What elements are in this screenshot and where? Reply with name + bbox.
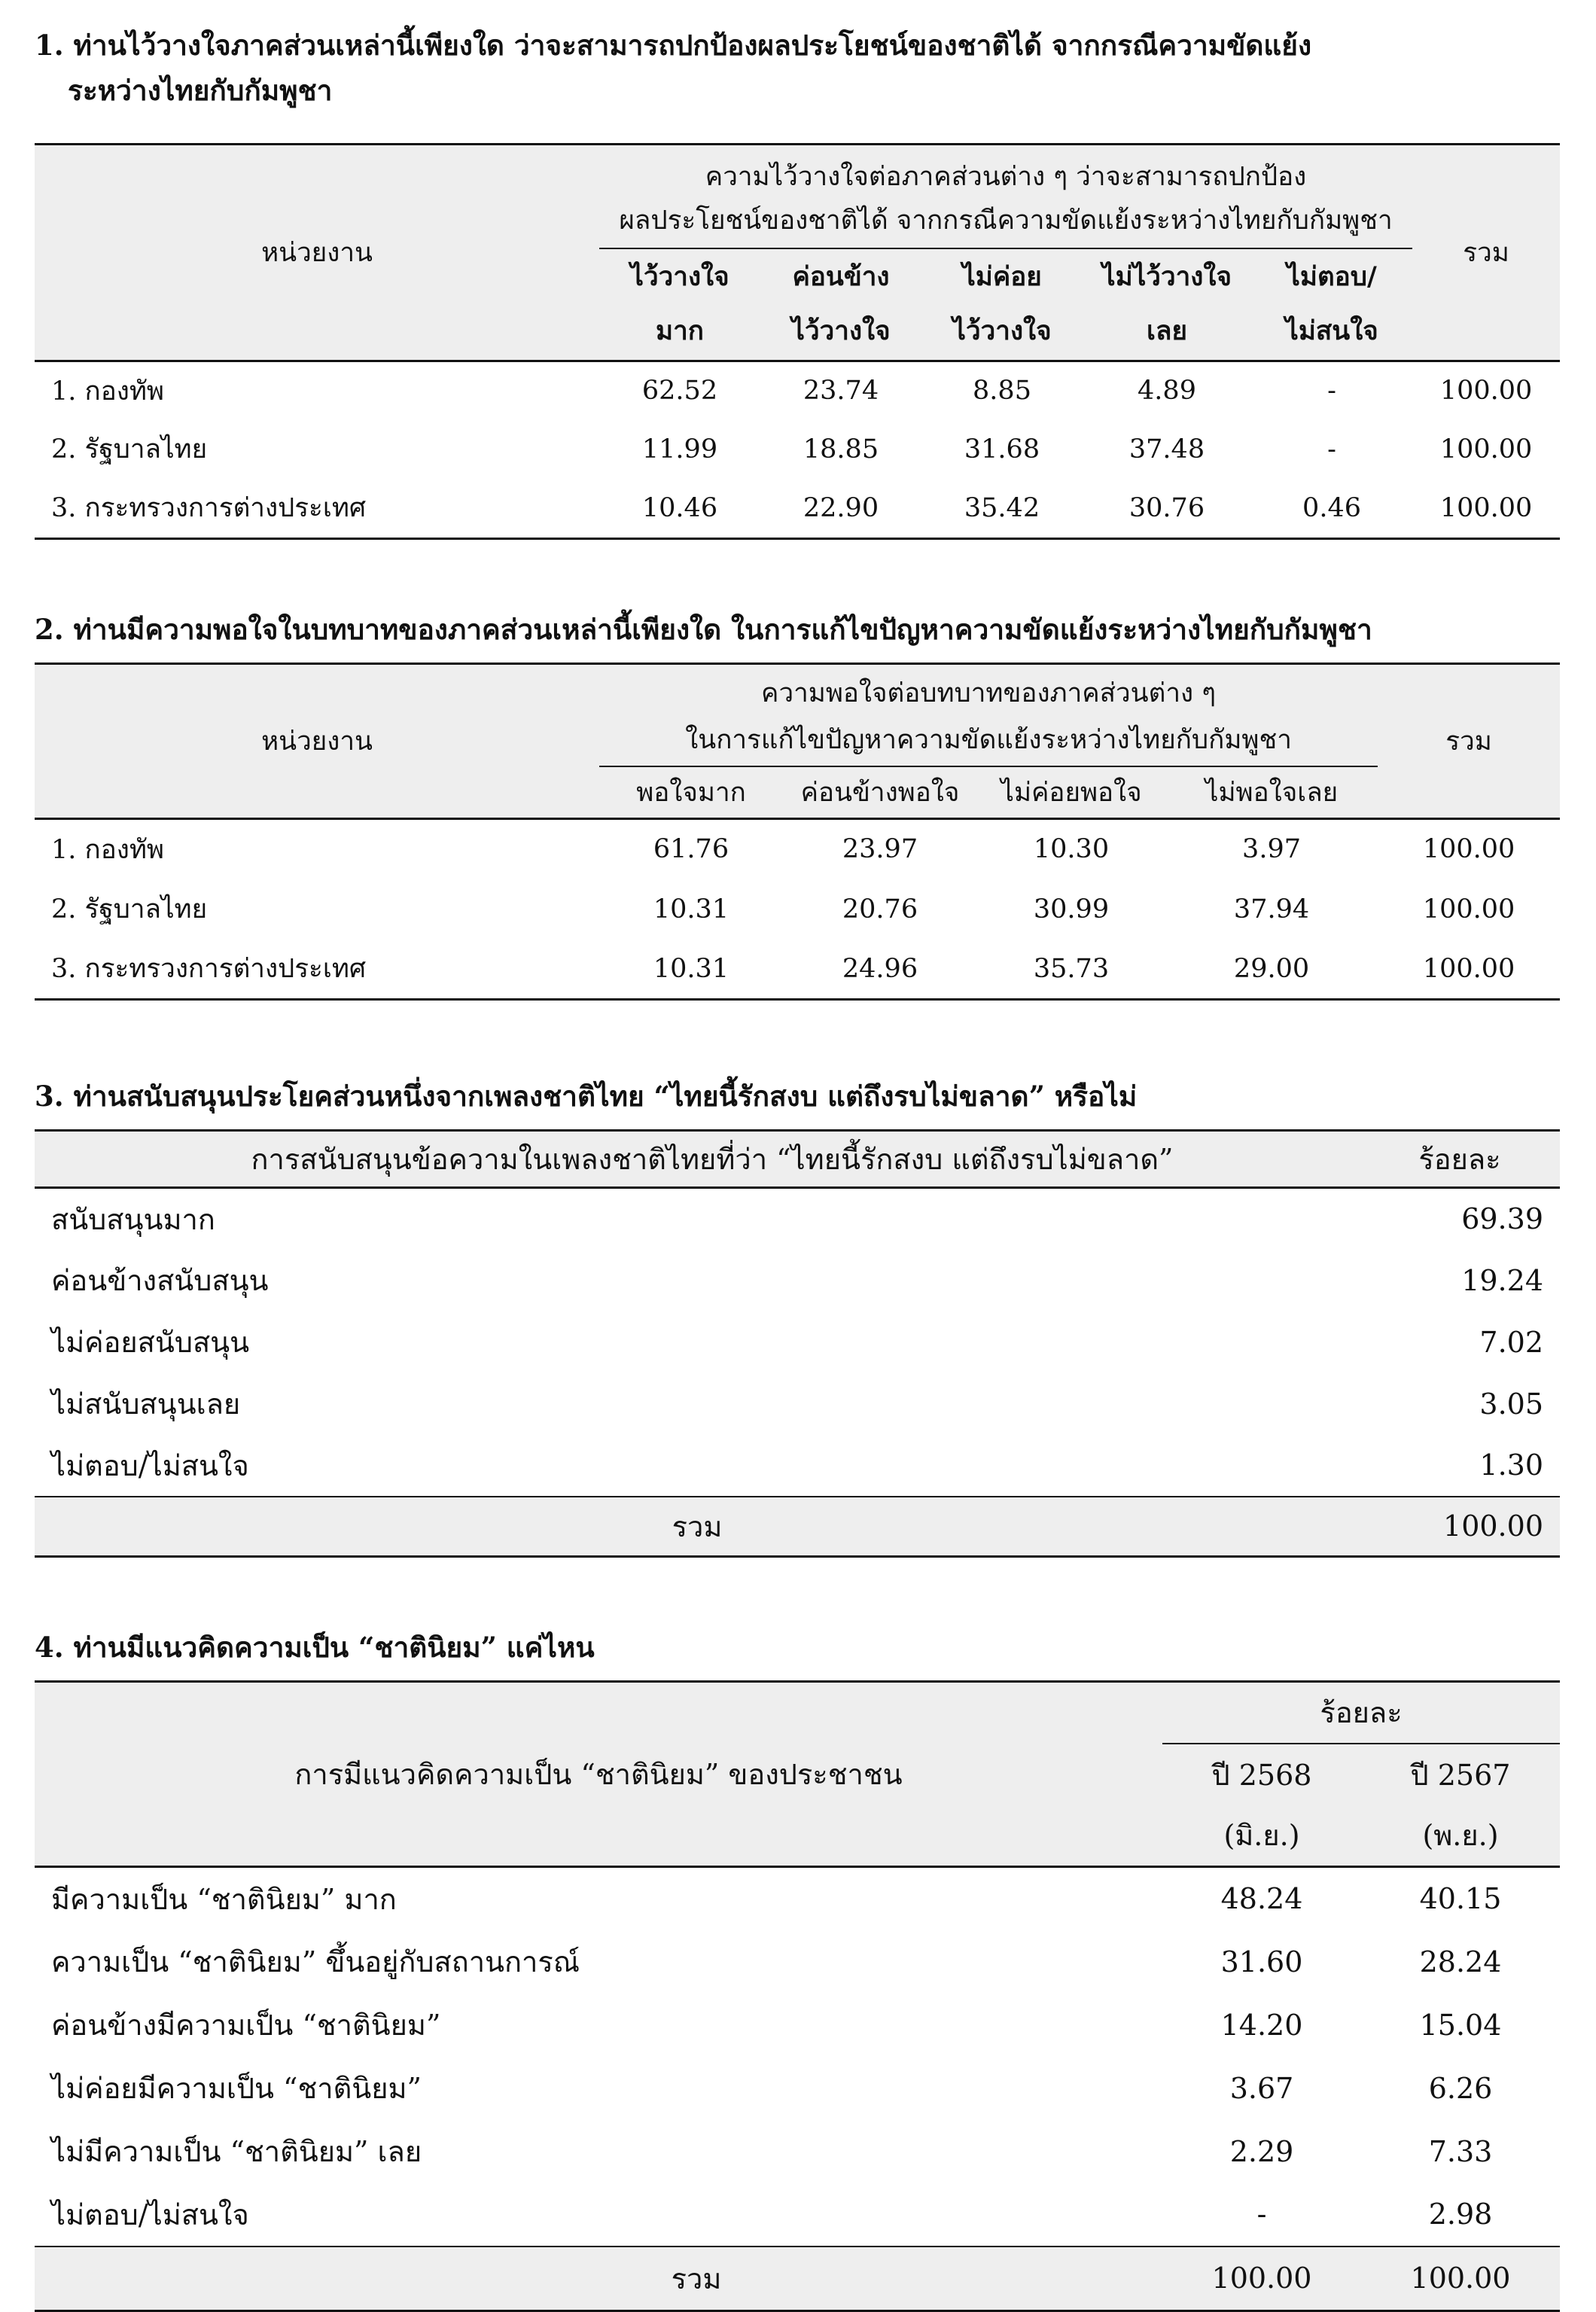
q1-col-2-l1: ค่อนข้าง xyxy=(792,261,890,293)
table-row xyxy=(35,819,1560,879)
list-item xyxy=(35,1435,1560,1497)
q1-col-2-l2: ไว้วางใจ xyxy=(791,315,891,347)
q3-row-3-value: 7.02 xyxy=(1479,1325,1543,1359)
q4-row-6-label: ไม่ตอบ/ไม่สนใจ xyxy=(51,2198,249,2231)
q2-row-1-v4: 3.97 xyxy=(1242,834,1301,865)
q4-row-5-label: ไม่มีความเป็น “ชาตินิยม” เลย xyxy=(51,2135,422,2168)
q2-table xyxy=(35,663,1560,1001)
q1-row-1-v4: 4.89 xyxy=(1138,376,1196,407)
q4-row-3-2568: 14.20 xyxy=(1220,2008,1303,2042)
list-item xyxy=(35,1188,1560,1250)
q1-row-2-label: 2. รัฐบาลไทย xyxy=(51,434,208,465)
table-row xyxy=(35,879,1560,940)
q1-col-1 xyxy=(599,248,760,361)
q4-row-3-2567: 15.04 xyxy=(1419,2008,1502,2042)
q4-header-percent: ร้อยละ xyxy=(1162,1682,1560,1744)
q4-row-4-2567: 6.26 xyxy=(1428,2071,1493,2105)
q4-row-6-2568: - xyxy=(1256,2198,1267,2231)
q1-row-1-label: 1. กองทัพ xyxy=(51,376,164,407)
q2-title: 2. ท่านมีความพอใจในบทบาทของภาคส่วนเหล่านี้เพียงใด ในการแก้ไขปัญหาความขัดแย้งระหว่างไทยกับกัมพูชา xyxy=(35,613,1372,646)
q2-row-1-v2: 23.97 xyxy=(842,834,918,865)
q1-row-1-v2: 23.74 xyxy=(803,376,879,407)
q1-col-5-l2: ไม่สนใจ xyxy=(1285,315,1378,347)
q4-col-2567-month: (พ.ย.) xyxy=(1361,1805,1560,1867)
q2-header-group-line2: ในการแก้ไขปัญหาความขัดแย้งระหว่างไทยกับกัมพูชา xyxy=(599,714,1378,766)
q2-row-1-label: 1. กองทัพ xyxy=(51,834,164,865)
q1-header-group-line2: ผลประโยชน์ของชาติได้ จากกรณีความขัดแย้งระหว่างไทยกับกัมพูชา xyxy=(619,205,1393,236)
q1-col-4 xyxy=(1083,248,1251,361)
q4-row-4-label: ไม่ค่อยมีความเป็น “ชาตินิยม” xyxy=(51,2072,422,2105)
q1-row-2-v5: - xyxy=(1327,434,1336,465)
q1-row-1-total: 100.00 xyxy=(1439,376,1533,407)
q1-col-4-l1: ไม่ไว้วางใจ xyxy=(1102,261,1232,293)
q1-title-line1: 1. ท่านไว้วางใจภาคส่วนเหล่านี้เพียงใด ว่าจะสามารถปกป้องผลประโยชน์ของชาติได้ จากกรณีความขัดแย้ง xyxy=(35,29,1312,62)
q2-header-unit: หน่วยงาน xyxy=(35,664,599,819)
q1-row-2-v3: 31.68 xyxy=(964,434,1040,465)
q4-row-5-2568: 2.29 xyxy=(1229,2134,1294,2168)
q1-col-3-l1: ไม่ค่อย xyxy=(962,261,1042,293)
q3-row-5-value: 1.30 xyxy=(1479,1448,1543,1482)
q4-row-5-2567: 7.33 xyxy=(1428,2134,1493,2168)
q2-header-total: รวม xyxy=(1378,664,1560,819)
list-item xyxy=(35,1373,1560,1435)
q4-row-3-label: ค่อนข้างมีความเป็น “ชาตินิยม” xyxy=(51,2009,441,2042)
q4-row-1-2567: 40.15 xyxy=(1419,1882,1502,1916)
q3-row-2-value: 19.24 xyxy=(1461,1263,1543,1297)
q4-row-1-label: มีความเป็น “ชาตินิยม” มาก xyxy=(51,1882,397,1916)
q3-header-value: ร้อยละ xyxy=(1360,1131,1560,1188)
q2-col-2: ค่อนข้างพอใจ xyxy=(783,766,977,819)
table-row xyxy=(35,361,1560,420)
q1-title xyxy=(35,23,1585,113)
q1-row-3-v1: 10.46 xyxy=(641,492,718,523)
q2-row-2-total: 100.00 xyxy=(1422,894,1515,924)
q3-header-label: การสนับสนุนข้อความในเพลงชาติไทยที่ว่า “ไทยนี้รักสงบ แต่ถึงรบไม่ขลาด” xyxy=(35,1131,1360,1188)
table-row xyxy=(35,2183,1560,2247)
q3-total-value: 100.00 xyxy=(1443,1509,1543,1543)
q2-col-1: พอใจมาก xyxy=(599,766,783,819)
list-item xyxy=(35,1250,1560,1311)
q1-header-unit: หน่วยงาน xyxy=(35,145,599,361)
q2-row-1-v1: 61.76 xyxy=(653,834,729,865)
q4-header-label: การมีแนวคิดความเป็น “ชาตินิยม” ของประชาชน xyxy=(35,1682,1162,1867)
q3-table xyxy=(35,1129,1560,1558)
q1-header-group-line1: ความไว้วางใจต่อภาคส่วนต่าง ๆ ว่าจะสามารถปกป้อง xyxy=(705,161,1307,192)
q3-total-label: รวม xyxy=(672,1509,723,1543)
table-row xyxy=(35,2120,1560,2183)
q2-row-1-v3: 10.30 xyxy=(1033,834,1110,865)
q1-row-1-v3: 8.85 xyxy=(973,376,1031,407)
q1-col-5-l1: ไม่ตอบ/ xyxy=(1287,261,1377,293)
q1-col-2 xyxy=(760,248,921,361)
q4-table xyxy=(35,1680,1560,2312)
q3-title: 3. ท่านสนับสนุนประโยคส่วนหนึ่งจากเพลงชาติไทย “ไทยนี้รักสงบ แต่ถึงรบไม่ขลาด” หรือไม่ xyxy=(35,1080,1138,1113)
q1-row-3-v5: 0.46 xyxy=(1302,492,1361,523)
q4-row-6-2567: 2.98 xyxy=(1428,2198,1493,2231)
q2-row-3-total: 100.00 xyxy=(1422,953,1515,984)
q1-col-5 xyxy=(1251,248,1412,361)
q1-title-line2: ระหว่างไทยกับกัมพูชา xyxy=(68,74,333,107)
q4-total-label: รวม xyxy=(671,2262,722,2295)
q2-row-1-total: 100.00 xyxy=(1422,834,1515,865)
q1-header-total: รวม xyxy=(1412,145,1560,361)
q3-row-1-value: 69.39 xyxy=(1461,1202,1543,1236)
q1-row-3-v3: 35.42 xyxy=(964,492,1040,523)
q4-total-2567: 100.00 xyxy=(1410,2262,1511,2295)
q4-row-4-2568: 3.67 xyxy=(1229,2071,1294,2105)
q2-row-2-v4: 37.94 xyxy=(1233,894,1310,924)
q3-total-row xyxy=(35,1497,1560,1557)
q1-row-1-v1: 62.52 xyxy=(641,376,718,407)
q2-row-2-v2: 20.76 xyxy=(842,894,918,924)
q3-row-4-value: 3.05 xyxy=(1479,1387,1543,1421)
table-row xyxy=(35,1994,1560,2057)
q2-col-4: ไม่พอใจเลย xyxy=(1165,766,1378,819)
q2-row-3-v2: 24.96 xyxy=(842,953,918,984)
q1-row-3-total: 100.00 xyxy=(1439,492,1533,523)
q4-col-2567-year: ปี 2567 xyxy=(1361,1744,1560,1805)
q1-row-2-total: 100.00 xyxy=(1439,434,1533,465)
q1-row-1-v5: - xyxy=(1327,376,1336,407)
q1-col-1-l1: ไว้วางใจ xyxy=(630,261,729,293)
q1-row-2-v4: 37.48 xyxy=(1128,434,1205,465)
table-row xyxy=(35,1930,1560,1994)
q4-col-2568-year: ปี 2568 xyxy=(1162,1744,1361,1805)
q3-row-1-label: สนับสนุนมาก xyxy=(51,1202,215,1236)
q4-row-2-2568: 31.60 xyxy=(1220,1945,1303,1978)
q1-row-2-v1: 11.99 xyxy=(641,434,718,465)
q2-header-group-line1: ความพอใจต่อบทบาทของภาคส่วนต่าง ๆ xyxy=(599,664,1378,714)
q1-col-3-l2: ไว้วางใจ xyxy=(952,315,1052,347)
q3-row-4-label: ไม่สนับสนุนเลย xyxy=(51,1388,241,1421)
q4-row-1-2568: 48.24 xyxy=(1220,1882,1303,1916)
q2-row-3-label: 3. กระทรวงการต่างประเทศ xyxy=(51,954,367,985)
q1-header-group-2 xyxy=(599,200,1412,248)
q1-row-3-v4: 30.76 xyxy=(1128,492,1205,523)
q4-total-row xyxy=(35,2247,1560,2311)
q1-table xyxy=(35,143,1560,540)
table-row xyxy=(35,940,1560,1000)
q2-col-3: ไม่ค่อยพอใจ xyxy=(977,766,1165,819)
table-row xyxy=(35,2057,1560,2120)
q2-row-3-v3: 35.73 xyxy=(1033,953,1110,984)
q4-title: 4. ท่านมีแนวคิดความเป็น “ชาตินิยม” แค่ไหน xyxy=(35,1631,595,1664)
q1-row-3-label: 3. กระทรวงการต่างประเทศ xyxy=(51,493,367,524)
list-item xyxy=(35,1311,1560,1373)
q1-row-3-v2: 22.90 xyxy=(803,492,879,523)
q4-row-2-label: ความเป็น “ชาตินิยม” ขึ้นอยู่กับสถานการณ์ xyxy=(51,1945,580,1978)
q3-row-3-label: ไม่ค่อยสนับสนุน xyxy=(51,1326,250,1359)
q2-row-3-v4: 29.00 xyxy=(1233,953,1310,984)
q1-col-4-l2: เลย xyxy=(1147,315,1187,347)
q1-col-1-l2: มาก xyxy=(656,315,704,347)
q2-row-2-label: 2. รัฐบาลไทย xyxy=(51,894,208,924)
q4-row-2-2567: 28.24 xyxy=(1419,1945,1502,1978)
q1-col-3 xyxy=(921,248,1083,361)
table-row xyxy=(35,420,1560,479)
table-row xyxy=(35,1867,1560,1930)
q1-header-group xyxy=(599,145,1412,200)
q2-row-2-v1: 10.31 xyxy=(653,894,729,924)
q3-row-2-label: ค่อนข้างสนับสนุน xyxy=(51,1264,269,1297)
table-row xyxy=(35,479,1560,539)
q1-row-2-v2: 18.85 xyxy=(803,434,879,465)
q4-col-2568-month: (มิ.ย.) xyxy=(1162,1805,1361,1867)
q3-row-5-label: ไม่ตอบ/ไม่สนใจ xyxy=(51,1448,249,1482)
q4-total-2568: 100.00 xyxy=(1211,2262,1312,2295)
q2-row-3-v1: 10.31 xyxy=(653,953,729,984)
q2-row-2-v3: 30.99 xyxy=(1033,894,1110,924)
